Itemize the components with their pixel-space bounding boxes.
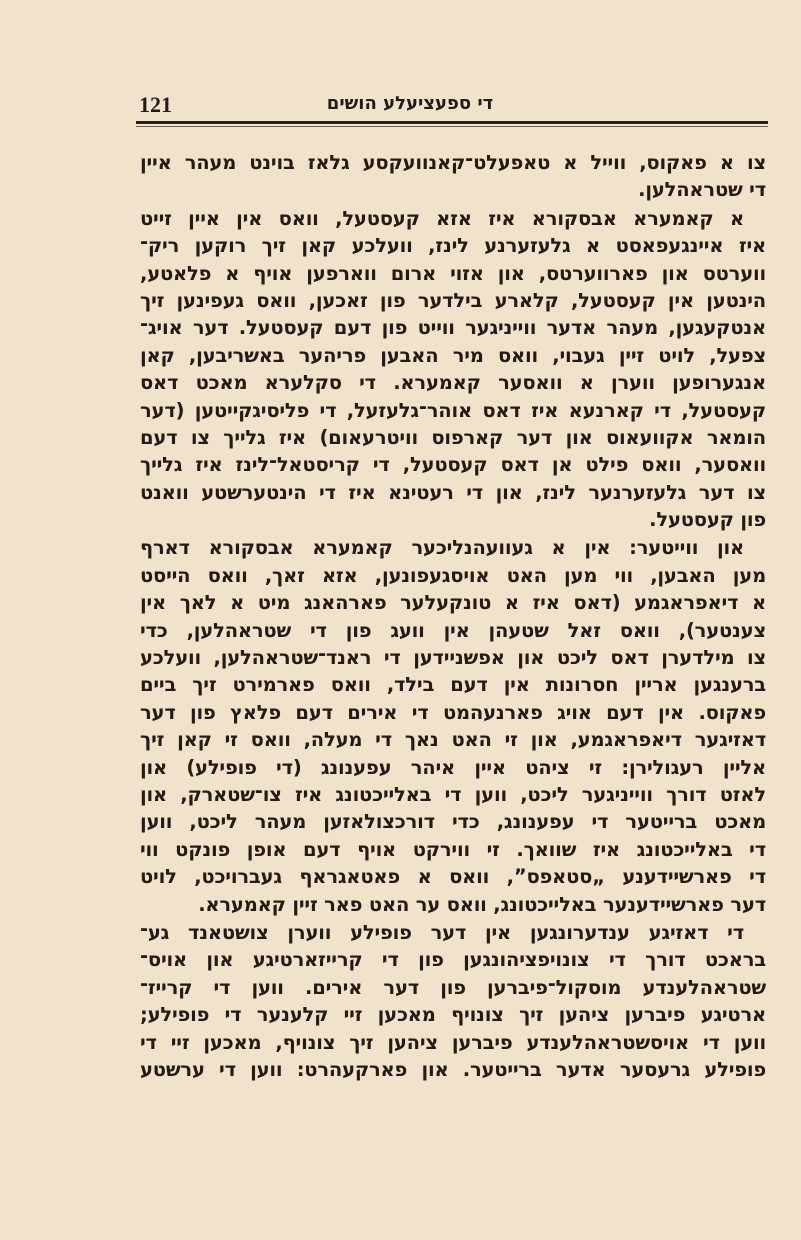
text-line: מאכט ברייטער די עפענונג, כדי דורכצולאזען מעהר ליכט, ווען xyxy=(140,810,766,834)
text-line: ארטיגע פיברען ציהען זיך צונויף מאכען זיי קלענער די פופילע; xyxy=(140,1003,766,1027)
text-line: וואסער, וואס פילט אן דאס קעסטעל, די קריסטאל־לינז איז גלייך xyxy=(140,453,766,477)
page-number: 121 xyxy=(139,92,172,117)
text-line: ברענגען אריין חסרונות אין דעם בילד, וואס פארמירט זיך ביים xyxy=(140,673,766,697)
text-line: די פארשיידענע „סטאפס”, וואס א פאטאגראף געברויכט, לויט xyxy=(140,865,766,889)
text-line: צו א פאקוס, ווייל א טאפעלט־קאנוועקסע גלאז בוינט מעהר איין xyxy=(140,151,766,174)
text-line: קעסטעל, די קארנעא איז דאס אוהר־גלעזעל, די פליסיגקייטען (דער xyxy=(140,398,766,422)
text-line: ווערטס און פארווערטס, און אזוי ארום ווארפען אויף א פלאטע, xyxy=(140,261,766,285)
text-line: די דאזיגע ענדערונגען אין דער פופילע ווערן צושטאנד גע־ xyxy=(140,920,744,944)
text-line: פון קעסטעל. xyxy=(649,508,766,532)
text-line: די באלייכטונג איז שוואך. זי ווירקט אויף דעם אופן פונקט ווי xyxy=(140,837,766,861)
body-text xyxy=(140,149,766,1083)
text-line: הומאר אקוועאוס און דער קארפוס וויטרעאום) איז גלייך צו דעם xyxy=(140,425,766,449)
text-line: און ווייטער: אין א געוועהנליכער קאמערא אבסקורא דארף xyxy=(140,536,744,560)
text-line: דאזיגער דיאפראגמע, און זי האט נאך די מעלה, וואס זי קאן זיך xyxy=(140,728,766,752)
header-rule-thin xyxy=(136,126,768,127)
text-line: א קאמערא אבסקורא איז אזא קעסטעל, וואס אין איין זייט xyxy=(140,206,744,230)
header-rule xyxy=(136,121,768,124)
text-line: אליין רעגולירן: זי ציהט איין איהר עפענונג (די פופילע) און xyxy=(140,755,766,779)
text-line: א דיאפראגמע (דאס איז א טונקעלער פארהאנג מיט א לאך אין xyxy=(140,591,766,615)
text-line: די שטראהלען. xyxy=(638,178,766,202)
text-line: מען האבען, ווי מען האט אויסגעפונען, אזא זאך, וואס הייסט xyxy=(140,563,766,587)
text-line: פאקוס. אין דעם אויג פארנעהמט די אירים דעם פלאץ פון דער xyxy=(140,700,766,724)
running-title: די ספעציעלע הושים xyxy=(326,93,494,114)
text-line: אנגערופען ווערן א וואסער קאמערא. די סקלערא מאכט דאס xyxy=(140,371,766,395)
text-line: צענטער), וואס זאל שטעהן אין וועג פון די שטראהלען, כדי xyxy=(140,618,766,642)
text-line: איז איינגעפאסט א גלעזערנע לינז, וועלכע קאן זיך רוקען ריק־ xyxy=(140,234,766,258)
text-line: בראכט דורך די צונויפציהונגען פון די קרייזארטיגע און אויס־ xyxy=(140,948,766,972)
text-line: ווען די אויסשטראהלענדע פיברען ציהען זיך צונויף, מאכען זיי די xyxy=(140,1030,766,1054)
text-line: צו דער גלעזערנער לינז, און די רעטינא איז די הינטערשטע וואנט xyxy=(140,480,766,504)
text-line: לאזט דורך ווייניגער ליכט, ווען די באלייכטונג איז צו־שטארק, און xyxy=(140,782,766,806)
text-line: צו מילדערן דאס ליכט און אפשניידען די ראנד־שטראהלען, וועלכע xyxy=(140,646,766,670)
text-line: אנטקעגען, מעהר אדער ווייניגער ווייט פון דעם קעסטעל. דער אויג־ xyxy=(140,316,766,340)
text-line: צפעל, לויט זיין געבוי, וואס מיר האבען פריהער באשריבען, קאן xyxy=(140,343,766,367)
text-line: פופילע גרעסער אדער ברייטער. און פארקעהרט: ווען די ערשטע xyxy=(140,1057,766,1081)
text-line: הינטען אין קעסטעל, קלארע בילדער פון זאכען, וואס געפינען זיך xyxy=(140,288,766,312)
text-line: דער פארשיידענער באלייכטונג, וואס ער האט פאר זיין קאמערא. xyxy=(198,892,766,916)
text-line: שטראהלענדע מוסקול־פיברען פון דער אירים. ווען די קרייז־ xyxy=(140,975,766,999)
